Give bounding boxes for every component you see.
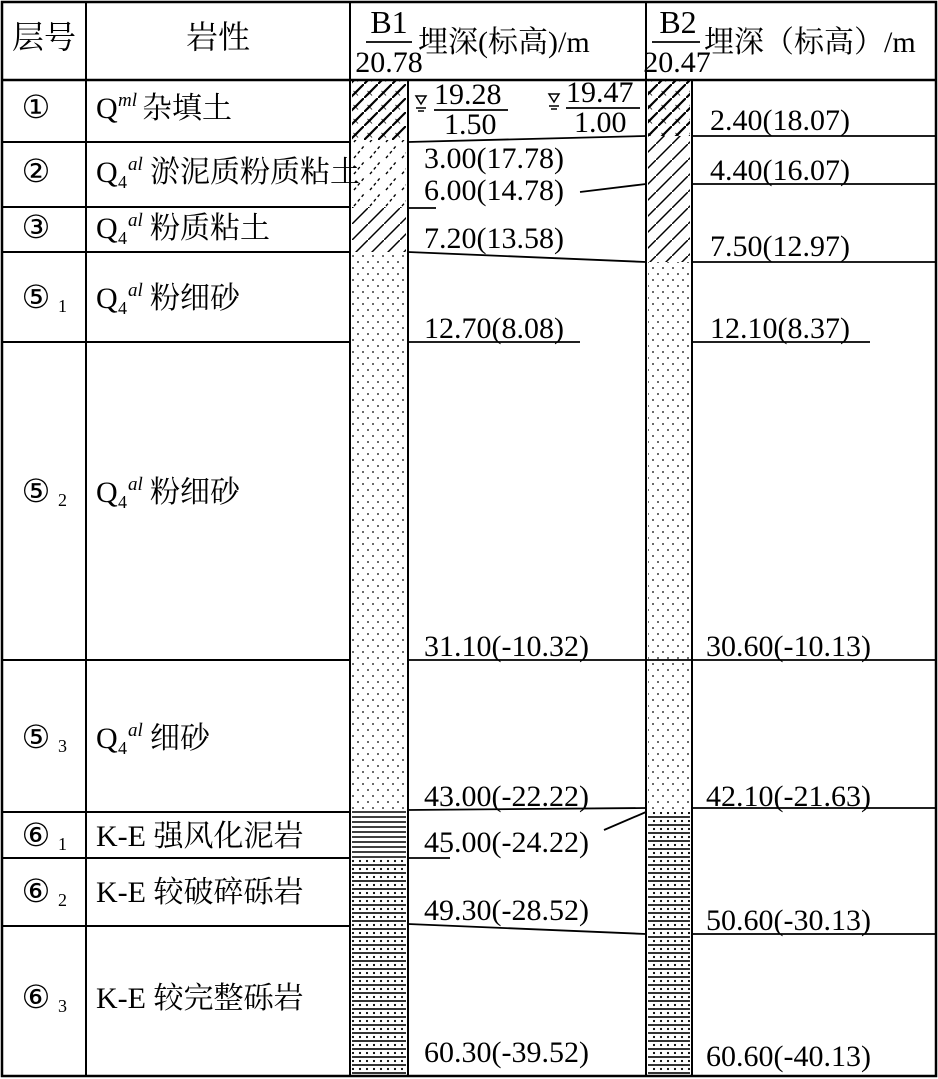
geologic-age-symbol: Q — [96, 282, 118, 315]
b1-water-depth: 1.50 — [444, 108, 497, 141]
b1-depth-label: 3.00(17.78) — [424, 142, 564, 175]
water-level-triangle — [549, 94, 559, 102]
b2-strata-fill — [648, 262, 690, 812]
b2-strata-fill — [648, 136, 690, 262]
geologic-age-superscript: al — [128, 154, 143, 175]
b1-strata-fill — [352, 252, 406, 660]
b1-elevation: 20.78 — [355, 46, 423, 79]
b1-strata-fill — [352, 660, 406, 810]
layer-number: ⑤ — [21, 719, 51, 755]
b2-strata-fill — [648, 812, 690, 1076]
layer-number: ② — [21, 153, 51, 189]
geologic-age-superscript: al — [128, 720, 143, 741]
geologic-age-superscript: al — [128, 280, 143, 301]
b1-depth-label: 埋深(标高)/m — [418, 26, 590, 59]
b2-strata-fill — [648, 80, 690, 136]
geologic-age-subscript: 4 — [118, 298, 127, 318]
layer-number-subscript: 3 — [58, 736, 67, 756]
b1-strata-fill — [352, 80, 406, 140]
stratum-boundary-line — [580, 184, 646, 192]
layer-number-subscript: 2 — [58, 890, 67, 910]
geologic-age-subscript: 4 — [118, 492, 127, 512]
lithology-name: 杂填土 — [142, 92, 232, 125]
geologic-age-subscript: 4 — [118, 228, 127, 248]
geologic-age-symbol: Q — [96, 722, 118, 755]
b1-name: B1 — [370, 4, 408, 40]
b2-water-depth: 1.00 — [574, 106, 627, 139]
lithology-name: 粉细砂 — [150, 282, 240, 315]
lithology-name: K-E 较破碎砾岩 — [96, 876, 304, 909]
layer-number: ⑤ — [21, 279, 51, 315]
b2-depth-label: 50.60(-30.13) — [706, 904, 871, 937]
b2-depth-label: 2.40(18.07) — [710, 104, 850, 137]
geologic-age-subscript: 4 — [118, 738, 127, 758]
geologic-age-symbol: Q — [96, 212, 118, 245]
diagram-text — [12, 4, 916, 1073]
b2-depth-label: 60.60(-40.13) — [706, 1040, 871, 1073]
lithology-name: K-E 较完整砾岩 — [96, 982, 304, 1015]
geologic-age-symbol: Q — [96, 92, 118, 125]
b1-depth-label: 6.00(14.78) — [424, 174, 564, 207]
lithology-name: 淤泥质粉质粘土 — [150, 156, 360, 189]
layer-number: ③ — [21, 209, 51, 245]
b1-strata-fill — [352, 810, 406, 858]
b1-depth-label: 7.20(13.58) — [424, 222, 564, 255]
b2-depth-label: 42.10(-21.63) — [706, 780, 871, 813]
layer-number: ⑥ — [21, 817, 51, 853]
b2-depth-label: 埋深（标高）/m — [704, 26, 916, 59]
geologic-age-symbol: Q — [96, 476, 118, 509]
lithology-name: 细砂 — [150, 722, 210, 755]
b1-strata-fill — [352, 858, 406, 1076]
b1-water-level-icon — [416, 96, 426, 111]
header-layer-no: 层号 — [11, 19, 77, 55]
b2-water-elevation: 19.47 — [566, 76, 634, 109]
b2-water-level-icon — [549, 94, 559, 109]
lithology-name: 粉质粘土 — [150, 212, 270, 245]
geologic-age-subscript: 4 — [118, 172, 127, 192]
stratum-boundary-line — [604, 812, 646, 830]
b2-elevation: 20.47 — [643, 46, 711, 79]
b2-depth-label: 12.10(8.37) — [710, 312, 850, 345]
layer-number: ⑥ — [21, 979, 51, 1015]
layer-number-subscript: 1 — [58, 296, 67, 316]
b1-depth-label: 43.00(-22.22) — [424, 780, 589, 813]
layer-number: ⑥ — [21, 873, 51, 909]
b1-strata-fill — [352, 207, 406, 252]
layer-number-subscript: 3 — [58, 996, 67, 1016]
b1-depth-label: 31.10(-10.32) — [424, 630, 589, 663]
layer-number: ⑤ — [21, 473, 51, 509]
b2-depth-label: 7.50(12.97) — [710, 230, 850, 263]
b1-strata-fill — [352, 140, 406, 207]
geologic-age-superscript: al — [128, 210, 143, 231]
geologic-age-superscript: ml — [118, 90, 137, 111]
b1-depth-label: 49.30(-28.52) — [424, 894, 589, 927]
b2-name: B2 — [659, 4, 697, 40]
b1-depth-label: 12.70(8.08) — [424, 312, 564, 345]
b1-depth-label: 45.00(-24.22) — [424, 826, 589, 859]
header-lithology: 岩性 — [185, 19, 251, 55]
b1-depth-label: 60.30(-39.52) — [424, 1036, 589, 1069]
geologic-age-superscript: al — [128, 474, 143, 495]
layer-number: ① — [21, 89, 51, 125]
layer-number-subscript: 2 — [58, 490, 67, 510]
layer-number-subscript: 1 — [58, 834, 67, 854]
lithology-name: K-E 强风化泥岩 — [96, 820, 304, 853]
b2-depth-label: 30.60(-10.13) — [706, 630, 871, 663]
lithology-name: 粉细砂 — [150, 476, 240, 509]
geologic-age-symbol: Q — [96, 156, 118, 189]
b1-water-elevation: 19.28 — [434, 78, 502, 111]
water-level-triangle — [416, 96, 426, 104]
b2-depth-label: 4.40(16.07) — [710, 154, 850, 187]
